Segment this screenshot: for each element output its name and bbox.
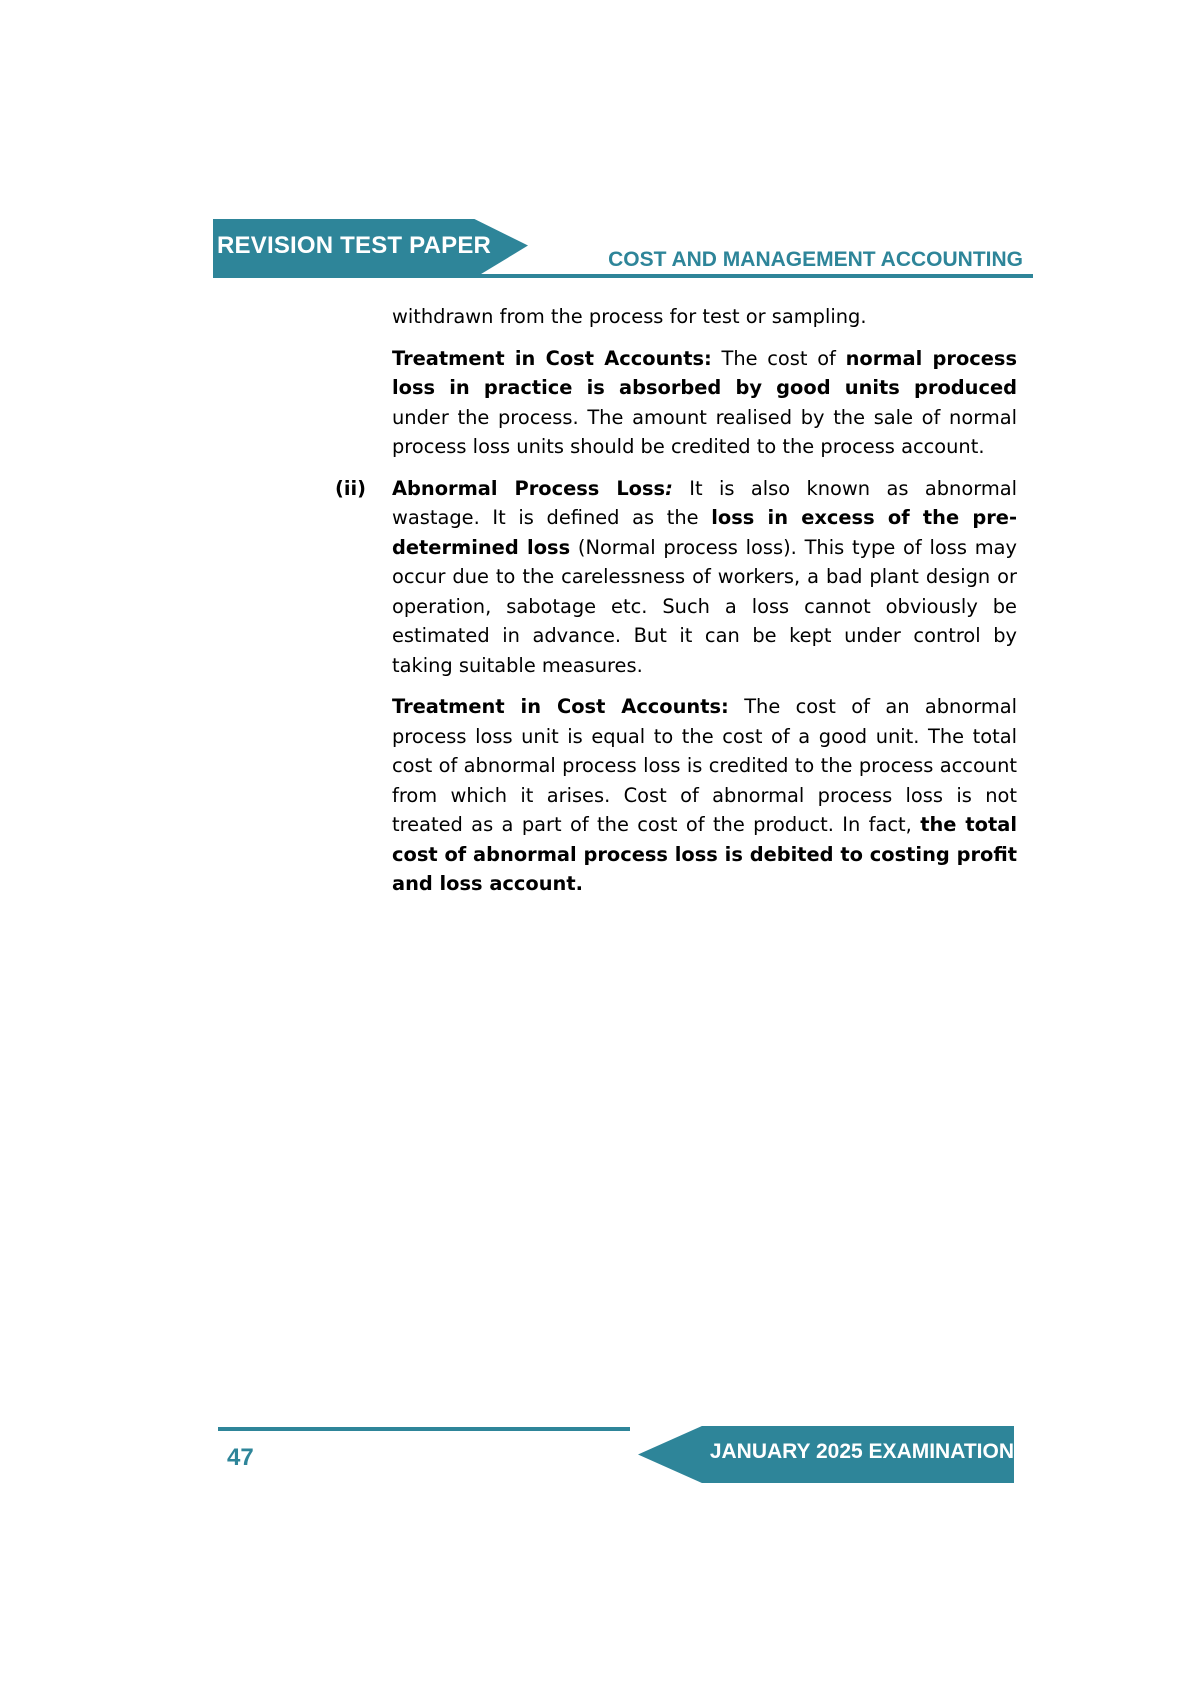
abnormal-treatment-text-1: The cost of an abnormal process loss unit is equal to the cost of a good unit. The total cost of abnormal process loss is credited to the process account from which it arises. Cost of abnormal process loss is not treated as a part of the cost of the product. In fact,	[392, 695, 1018, 836]
normal-loss-treatment-paragraph	[392, 344, 1017, 462]
header-rule	[213, 274, 1033, 278]
continuation-text: withdrawn from the process for test or sampling.	[392, 305, 867, 328]
abnormal-loss-treatment-paragraph	[392, 692, 1017, 899]
abnormal-loss-heading: Abnormal Process Loss	[392, 476, 666, 500]
abnormal-treatment-heading: Treatment in Cost Accounts:	[392, 695, 729, 718]
abnormal-loss-heading-colon: :	[665, 476, 673, 500]
list-item-label: (ii)	[335, 476, 367, 500]
page-content	[335, 302, 1017, 911]
normal-treatment-text-2: under the process. The amount realised by the sale of normal process loss units should be credited to the process account.	[392, 405, 1017, 458]
footer-exam-label: JANUARY 2025 EXAMINATION	[709, 1440, 1014, 1463]
normal-treatment-heading: Treatment in Cost Accounts:	[392, 346, 712, 370]
header-tab-label: REVISION TEST PAPER	[217, 232, 492, 259]
abnormal-loss-bold-1: loss in excess of the pre-determined loss	[392, 506, 1017, 559]
page-number: 47	[227, 1444, 254, 1471]
abnormal-treatment-bold-1: the total cost of abnormal process loss is debited to costing profit and loss account.	[392, 813, 1017, 895]
normal-treatment-text-1: The cost of	[711, 346, 846, 370]
continuation-paragraph	[392, 302, 1017, 332]
list-item-ii	[335, 474, 1017, 899]
header-subject: COST AND MANAGEMENT ACCOUNTING	[608, 248, 1023, 271]
abnormal-loss-text-1: It is also known as abnormal wastage. It is defined as the	[392, 476, 1017, 529]
abnormal-loss-definition-paragraph	[392, 474, 1017, 681]
normal-treatment-bold-1: normal process loss in practice is absorbed by good units produced	[392, 346, 1018, 399]
abnormal-loss-text-2: (Normal process loss). This type of loss may occur due to the carelessness of workers, a bad plant design or operation, sabotage etc. Such a loss cannot obviously be estimated in advance. But it can be kept under control by taking suitable measures.	[392, 535, 1017, 677]
footer-rule	[218, 1427, 630, 1431]
